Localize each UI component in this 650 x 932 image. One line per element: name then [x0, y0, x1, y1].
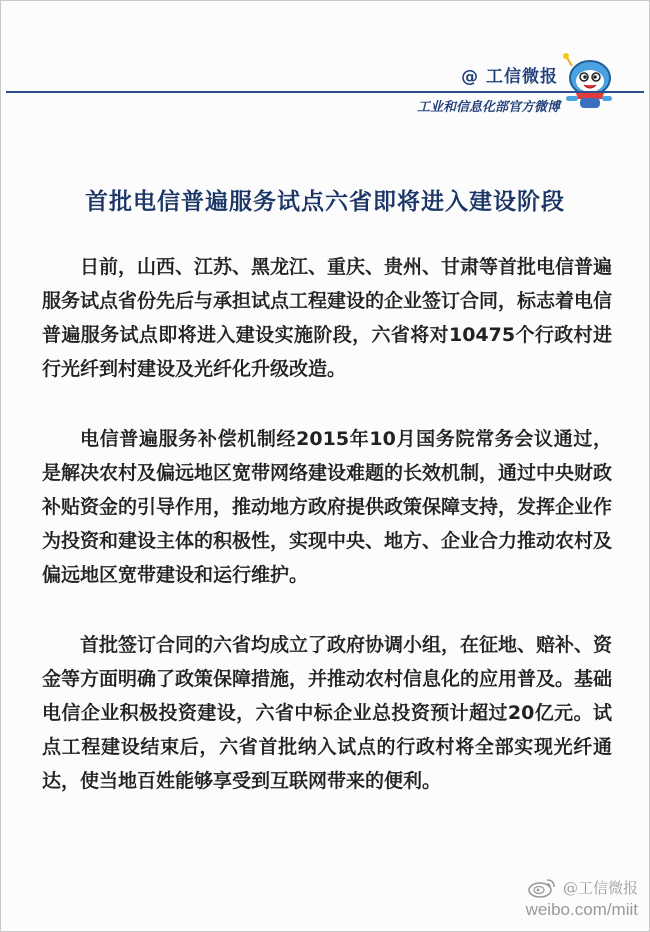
paragraph-2: 电信普遍服务补偿机制经2015年10月国务院常务会议通过，是解决农村及偏远地区宽带网络建设难题的长效机制，通过中央财政补贴资金的引导作用，推动地方政府提供政策保障支持，发挥企业作为投资和建设主体的积极性，实现中央、地方、企业合力推动农村及偏远地区宽带建设和运行维护。: [42, 428, 613, 586]
account-tagline: 工业和信息化部官方微博: [416, 100, 560, 115]
weibo-watermark: [526, 876, 638, 920]
paragraph-3: 首批签订合同的六省均成立了政府协调小组，在征地、赔补、资金等方面明确了政策保障措施，并推动农村信息化的应用普及。基础电信企业积极投资建设，六省中标企业总投资预计超过20亿元。试点工程建设结束后，六省首批纳入试点的行政村将全部实现光纤通达，使当地百姓能够享受到互联网带来的便利。: [42, 634, 613, 792]
paragraph-1: 日前，山西、江苏、黑龙江、重庆、贵州、甘肃等首批电信普遍服务试点省份先后与承担试点工程建设的企业签订合同，标志着电信普遍服务试点即将进入建设实施阶段，六省将对10475个行政村进行光纤到村建设及光纤化升级改造。: [42, 256, 613, 380]
watermark-handle: @工信微报: [562, 878, 638, 897]
article-title: 首批电信普遍服务试点六省即将进入建设阶段: [85, 189, 565, 216]
article-body: [42, 250, 612, 834]
watermark-url[interactable]: weibo.com/miit: [525, 900, 638, 919]
account-name[interactable]: @ 工信微报: [461, 67, 558, 87]
weibo-icon: [527, 876, 557, 898]
robot-mascot-icon: [558, 52, 618, 112]
header: [0, 0, 650, 120]
header-divider: [6, 91, 644, 93]
